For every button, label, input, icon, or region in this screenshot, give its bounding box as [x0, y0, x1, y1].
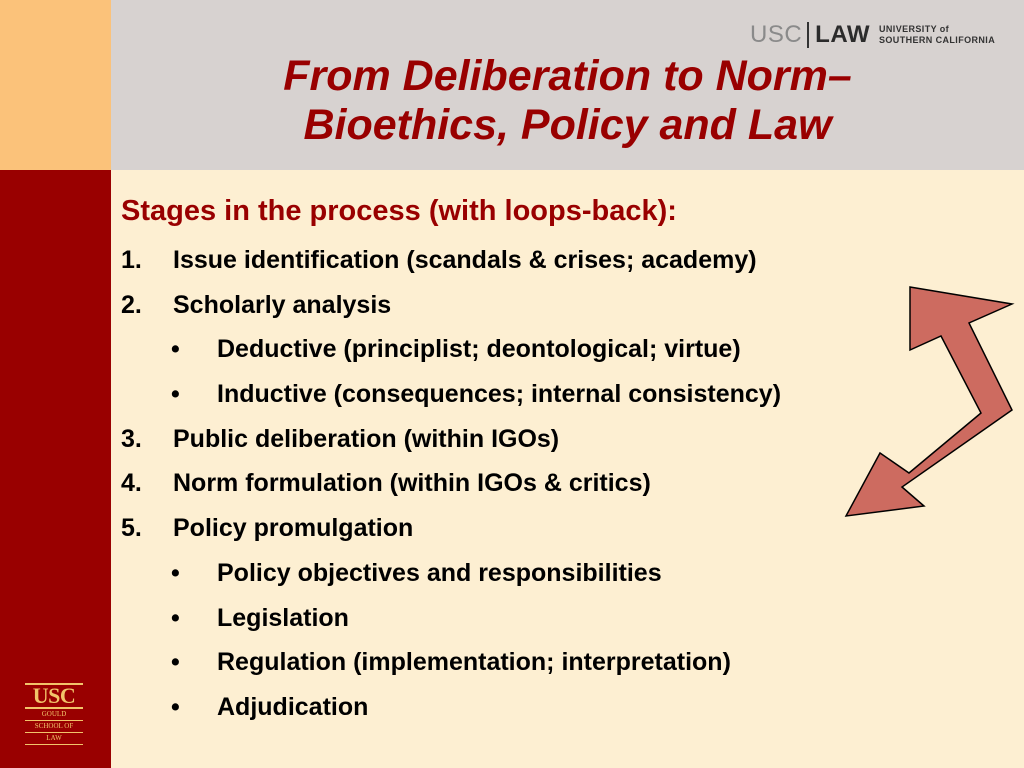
item-text: Legislation — [217, 603, 349, 632]
bullet-icon: • — [171, 692, 180, 721]
item-number: 1. — [121, 246, 142, 274]
logo-usc-text: USC — [750, 21, 803, 48]
title-line-1: From Deliberation to Norm– — [283, 52, 852, 100]
item-text: Scholarly analysis — [173, 290, 392, 319]
item-text: Public deliberation (within IGOs) — [173, 424, 560, 453]
bullet-icon: • — [171, 558, 180, 587]
usc-gould-seal — [25, 683, 83, 747]
stages-subheading: Stages in the process (with loops-back): — [121, 195, 677, 227]
bullet-icon: • — [171, 648, 180, 677]
loop-arrow-shape — [846, 287, 1012, 516]
item-text: Norm formulation (within IGOs & critics) — [173, 469, 651, 498]
item-text: Deductive (principlist; deontological; virtue) — [217, 335, 741, 364]
logo-university-text: UNIVERSITY of SOUTHERN CALIFORNIA — [879, 24, 996, 45]
item-text: Regulation (implementation; interpretation) — [217, 648, 731, 677]
item-number: 2. — [121, 290, 142, 319]
logo-law-text: LAW — [815, 21, 870, 48]
item-text: Issue identification (scandals & crises; academy) — [173, 246, 757, 274]
item-number: 3. — [121, 424, 142, 453]
item-text: Adjudication — [217, 692, 369, 721]
bullet-icon: • — [171, 603, 180, 632]
item-text: Policy objectives and responsibilities — [217, 558, 662, 587]
item-text: Policy promulgation — [173, 514, 414, 543]
seal-line-2: SCHOOL OF — [25, 721, 83, 733]
seal-line-3: LAW — [25, 733, 83, 745]
bullet-icon: • — [171, 380, 180, 409]
item-number: 5. — [121, 514, 142, 543]
seal-usc-text: USC — [25, 683, 83, 709]
title-line-2: Bioethics, Policy and Law — [303, 101, 832, 149]
seal-line-1: GOULD — [25, 709, 83, 721]
item-text: Inductive (consequences; internal consistency) — [217, 380, 782, 409]
bullet-icon: • — [171, 335, 180, 364]
item-number: 4. — [121, 469, 142, 498]
